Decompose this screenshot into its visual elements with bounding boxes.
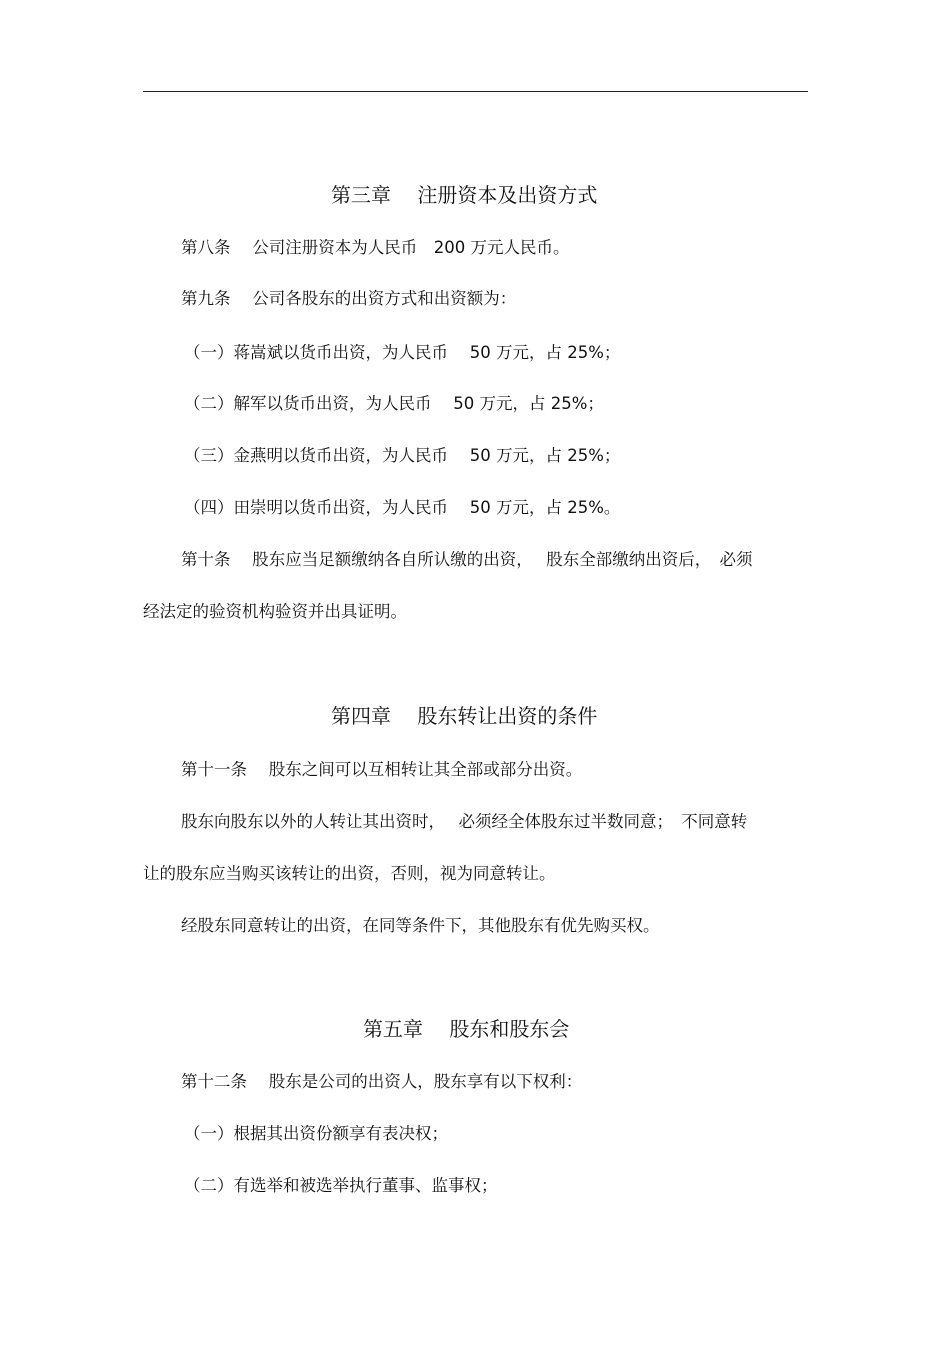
chapter-3-heading: 第三章 注册资本及出资方式 (331, 183, 598, 207)
article-11-para-3: 经股东同意转让的出资，在同等条件下，其他股东有优先购买权。 (181, 916, 660, 935)
article-11: 第十一条 股东之间可以互相转让其全部或部分出资。 (181, 760, 583, 779)
article-9-item-1: （一）蒋嵩斌以货币出资，为人民币 50 万元，占 25%； (184, 343, 621, 362)
header-rule (143, 91, 808, 92)
article-11-para-2-line-1: 股东向股东以外的人转让其出资时， 必须经全体股东过半数同意； 不同意转 (181, 812, 748, 831)
article-9-item-2: （二）解军以货币出资，为人民币 50 万元，占 25%； (184, 394, 604, 413)
chapter-5-heading: 第五章 股东和股东会 (363, 1017, 570, 1041)
article-9-item-4: （四）田崇明以货币出资，为人民币 50 万元，占 25%。 (184, 498, 621, 517)
article-10-line-2: 经法定的验资机构验资并出具证明。 (143, 602, 407, 621)
article-12-item-2: （二）有选举和被选举执行董事、监事权； (184, 1176, 498, 1195)
article-10-line-1: 第十条 股东应当足额缴纳各自所认缴的出资， 股东全部缴纳出资后， 必须 (181, 550, 753, 569)
article-12-item-1: （一）根据其出资份额享有表决权； (184, 1124, 448, 1143)
article-11-para-2-line-2: 让的股东应当购买该转让的出资，否则，视为同意转让。 (143, 864, 556, 883)
chapter-4-heading: 第四章 股东转让出资的条件 (331, 704, 598, 728)
article-12: 第十二条 股东是公司的出资人，股东享有以下权利： (181, 1072, 583, 1091)
article-9-item-3: （三）金燕明以货币出资，为人民币 50 万元，占 25%； (184, 446, 621, 465)
article-8: 第八条 公司注册资本为人民币 200 万元人民币。 (181, 238, 570, 257)
article-9: 第九条 公司各股东的出资方式和出资额为： (181, 289, 517, 308)
